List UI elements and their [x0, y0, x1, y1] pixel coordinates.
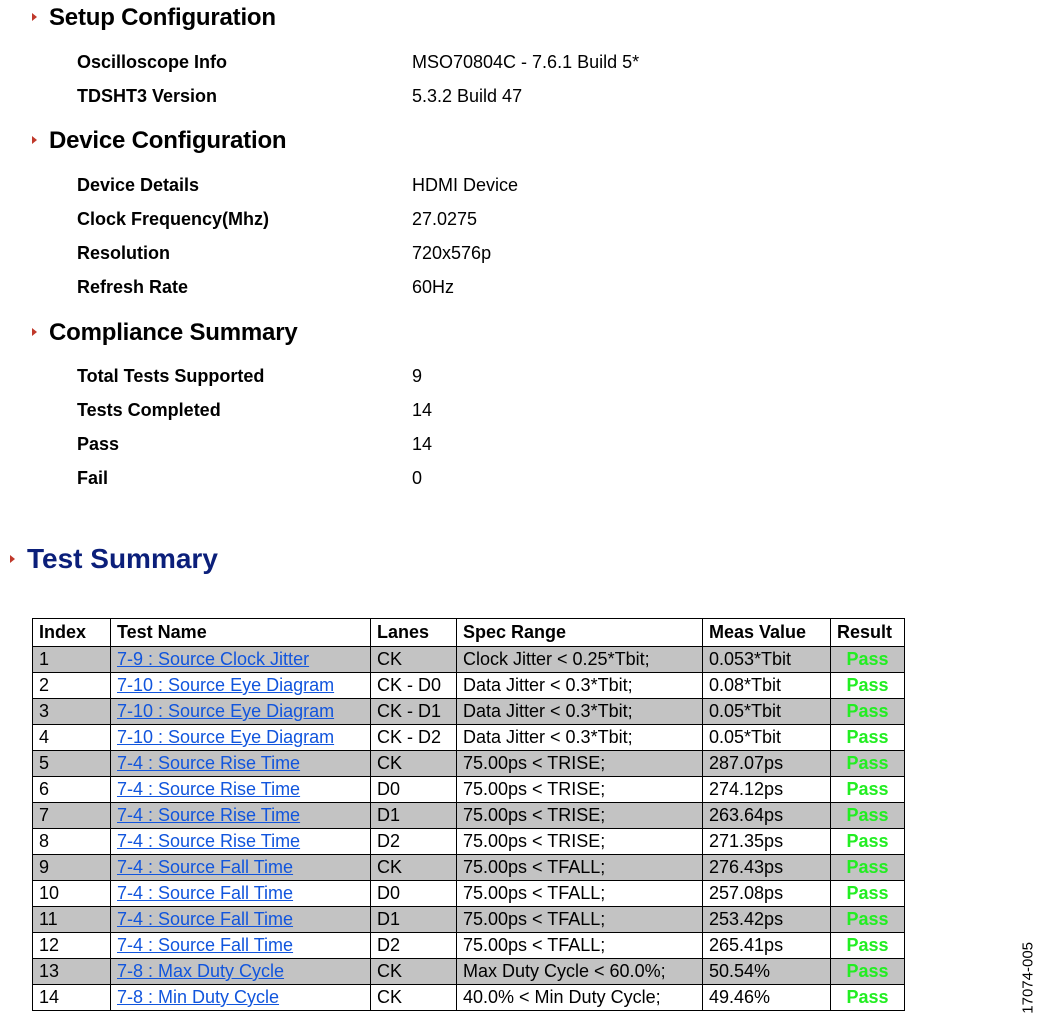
cell-index: 11: [33, 907, 111, 933]
cell-result: Pass: [831, 699, 905, 725]
cell-meas-value: 0.08*Tbit: [703, 673, 831, 699]
cell-index: 9: [33, 855, 111, 881]
test-name-link[interactable]: 7-4 : Source Rise Time: [117, 753, 301, 773]
cell-test-name: [111, 647, 371, 673]
test-summary-title: Test Summary: [27, 543, 218, 574]
setup-configuration-heading: [32, 4, 276, 32]
bullet-icon: [32, 136, 37, 144]
table-row: [33, 699, 905, 725]
table-header-row: [33, 619, 905, 647]
cell-index: 7: [33, 803, 111, 829]
cell-meas-value: 0.05*Tbit: [703, 699, 831, 725]
cell-index: 4: [33, 725, 111, 751]
test-name-link[interactable]: 7-8 : Min Duty Cycle: [117, 987, 280, 1007]
device-value: 720x576p: [412, 243, 492, 263]
cell-test-name: [111, 751, 371, 777]
cell-lanes: D2: [371, 933, 457, 959]
cell-meas-value: 287.07ps: [703, 751, 831, 777]
cell-spec-range: 75.00ps < TFALL;: [457, 855, 703, 881]
header-index: Index: [33, 619, 111, 647]
cell-test-name: [111, 881, 371, 907]
table-row: [33, 959, 905, 985]
cell-result: Pass: [831, 803, 905, 829]
compliance-value: 14: [412, 400, 433, 420]
test-name-link[interactable]: 7-4 : Source Rise Time: [117, 831, 301, 851]
cell-result: Pass: [831, 933, 905, 959]
bullet-icon: [32, 328, 37, 336]
cell-index: 14: [33, 985, 111, 1011]
cell-lanes: CK: [371, 959, 457, 985]
cell-lanes: CK: [371, 985, 457, 1011]
cell-result: Pass: [831, 673, 905, 699]
table-row: [33, 751, 905, 777]
cell-lanes: CK - D0: [371, 673, 457, 699]
table-row: [33, 803, 905, 829]
cell-index: 2: [33, 673, 111, 699]
cell-result: Pass: [831, 959, 905, 985]
cell-lanes: D0: [371, 881, 457, 907]
compliance-summary-title: Compliance Summary: [49, 319, 298, 346]
cell-test-name: [111, 673, 371, 699]
setup-value: 5.3.2 Build 47: [412, 86, 523, 106]
cell-index: 1: [33, 647, 111, 673]
test-name-link[interactable]: 7-4 : Source Rise Time: [117, 805, 301, 825]
device-configuration-title: Device Configuration: [49, 127, 287, 154]
header-result: Result: [831, 619, 905, 647]
cell-test-name: [111, 907, 371, 933]
cell-meas-value: 276.43ps: [703, 855, 831, 881]
compliance-summary-heading: [32, 319, 297, 347]
cell-result: Pass: [831, 855, 905, 881]
device-key: Device Details: [77, 175, 200, 195]
device-value: 27.0275: [412, 209, 478, 229]
cell-index: 5: [33, 751, 111, 777]
test-summary-heading: [10, 543, 218, 575]
cell-test-name: [111, 803, 371, 829]
cell-result: Pass: [831, 907, 905, 933]
cell-test-name: [111, 699, 371, 725]
cell-lanes: CK - D1: [371, 699, 457, 725]
cell-meas-value: 257.08ps: [703, 881, 831, 907]
cell-spec-range: 75.00ps < TRISE;: [457, 829, 703, 855]
table-row: [33, 985, 905, 1011]
figure-id: 17074-005: [1020, 942, 1037, 1014]
cell-spec-range: 75.00ps < TRISE;: [457, 751, 703, 777]
header-spec-range: Spec Range: [457, 619, 703, 647]
table-row: [33, 933, 905, 959]
compliance-key: Pass: [77, 434, 120, 454]
cell-index: 10: [33, 881, 111, 907]
cell-lanes: CK - D2: [371, 725, 457, 751]
device-key: Refresh Rate: [77, 277, 189, 297]
cell-meas-value: 263.64ps: [703, 803, 831, 829]
cell-spec-range: Clock Jitter < 0.25*Tbit;: [457, 647, 703, 673]
device-value: HDMI Device: [412, 175, 519, 195]
cell-meas-value: 271.35ps: [703, 829, 831, 855]
cell-result: Pass: [831, 985, 905, 1011]
bullet-icon: [32, 13, 37, 21]
header-meas-value: Meas Value: [703, 619, 831, 647]
cell-meas-value: 274.12ps: [703, 777, 831, 803]
cell-index: 8: [33, 829, 111, 855]
cell-lanes: CK: [371, 855, 457, 881]
cell-test-name: [111, 829, 371, 855]
cell-spec-range: Data Jitter < 0.3*Tbit;: [457, 725, 703, 751]
table-row: [33, 855, 905, 881]
setup-key: Oscilloscope Info: [77, 52, 228, 72]
setup-configuration-title: Setup Configuration: [49, 4, 276, 31]
compliance-value: 14: [412, 434, 433, 454]
test-name-link[interactable]: 7-8 : Max Duty Cycle: [117, 961, 285, 981]
header-test-name: Test Name: [111, 619, 371, 647]
setup-value: MSO70804C - 7.6.1 Build 5*: [412, 52, 640, 72]
cell-test-name: [111, 855, 371, 881]
test-name-link[interactable]: 7-10 : Source Eye Diagram: [117, 675, 335, 695]
test-name-link[interactable]: 7-4 : Source Fall Time: [117, 935, 294, 955]
test-summary-table: [32, 618, 905, 1011]
cell-result: Pass: [831, 881, 905, 907]
table-row: [33, 829, 905, 855]
cell-test-name: [111, 985, 371, 1011]
test-name-link[interactable]: 7-4 : Source Rise Time: [117, 779, 301, 799]
cell-spec-range: Data Jitter < 0.3*Tbit;: [457, 699, 703, 725]
header-lanes: Lanes: [371, 619, 457, 647]
cell-index: 12: [33, 933, 111, 959]
compliance-key: Tests Completed: [77, 400, 221, 420]
device-value: 60Hz: [412, 277, 455, 297]
table-row: [33, 777, 905, 803]
test-name-link[interactable]: 7-4 : Source Fall Time: [117, 857, 294, 877]
bullet-icon: [10, 555, 15, 563]
compliance-key: Total Tests Supported: [77, 366, 265, 386]
cell-meas-value: 253.42ps: [703, 907, 831, 933]
cell-spec-range: 40.0% < Min Duty Cycle;: [457, 985, 703, 1011]
cell-lanes: D0: [371, 777, 457, 803]
cell-spec-range: Data Jitter < 0.3*Tbit;: [457, 673, 703, 699]
test-name-link[interactable]: 7-9 : Source Clock Jitter: [117, 649, 310, 669]
cell-lanes: CK: [371, 647, 457, 673]
cell-meas-value: 0.053*Tbit: [703, 647, 831, 673]
cell-lanes: D1: [371, 803, 457, 829]
table-row: [33, 673, 905, 699]
table-row: [33, 725, 905, 751]
test-name-link[interactable]: 7-4 : Source Fall Time: [117, 909, 294, 929]
test-name-link[interactable]: 7-10 : Source Eye Diagram: [117, 727, 335, 747]
table-row: [33, 881, 905, 907]
test-name-link[interactable]: 7-10 : Source Eye Diagram: [117, 701, 335, 721]
cell-result: Pass: [831, 725, 905, 751]
compliance-value: 0: [412, 468, 423, 488]
cell-meas-value: 265.41ps: [703, 933, 831, 959]
device-configuration-heading: [32, 127, 286, 155]
cell-index: 13: [33, 959, 111, 985]
cell-test-name: [111, 777, 371, 803]
cell-index: 3: [33, 699, 111, 725]
cell-spec-range: 75.00ps < TRISE;: [457, 777, 703, 803]
cell-result: Pass: [831, 777, 905, 803]
cell-spec-range: 75.00ps < TRISE;: [457, 803, 703, 829]
compliance-key: Fail: [77, 468, 109, 488]
cell-test-name: [111, 959, 371, 985]
cell-spec-range: 75.00ps < TFALL;: [457, 881, 703, 907]
cell-result: Pass: [831, 647, 905, 673]
compliance-value: 9: [412, 366, 423, 386]
cell-test-name: [111, 725, 371, 751]
cell-spec-range: 75.00ps < TFALL;: [457, 933, 703, 959]
table-row: [33, 647, 905, 673]
table-row: [33, 907, 905, 933]
device-key: Clock Frequency(Mhz): [77, 209, 270, 229]
cell-lanes: D1: [371, 907, 457, 933]
cell-spec-range: Max Duty Cycle < 60.0%;: [457, 959, 703, 985]
cell-index: 6: [33, 777, 111, 803]
cell-meas-value: 0.05*Tbit: [703, 725, 831, 751]
cell-meas-value: 49.46%: [703, 985, 831, 1011]
cell-lanes: CK: [371, 751, 457, 777]
cell-test-name: [111, 933, 371, 959]
test-name-link[interactable]: 7-4 : Source Fall Time: [117, 883, 294, 903]
device-key: Resolution: [77, 243, 170, 263]
cell-result: Pass: [831, 829, 905, 855]
cell-lanes: D2: [371, 829, 457, 855]
setup-key: TDSHT3 Version: [77, 86, 218, 106]
cell-spec-range: 75.00ps < TFALL;: [457, 907, 703, 933]
cell-meas-value: 50.54%: [703, 959, 831, 985]
cell-result: Pass: [831, 751, 905, 777]
